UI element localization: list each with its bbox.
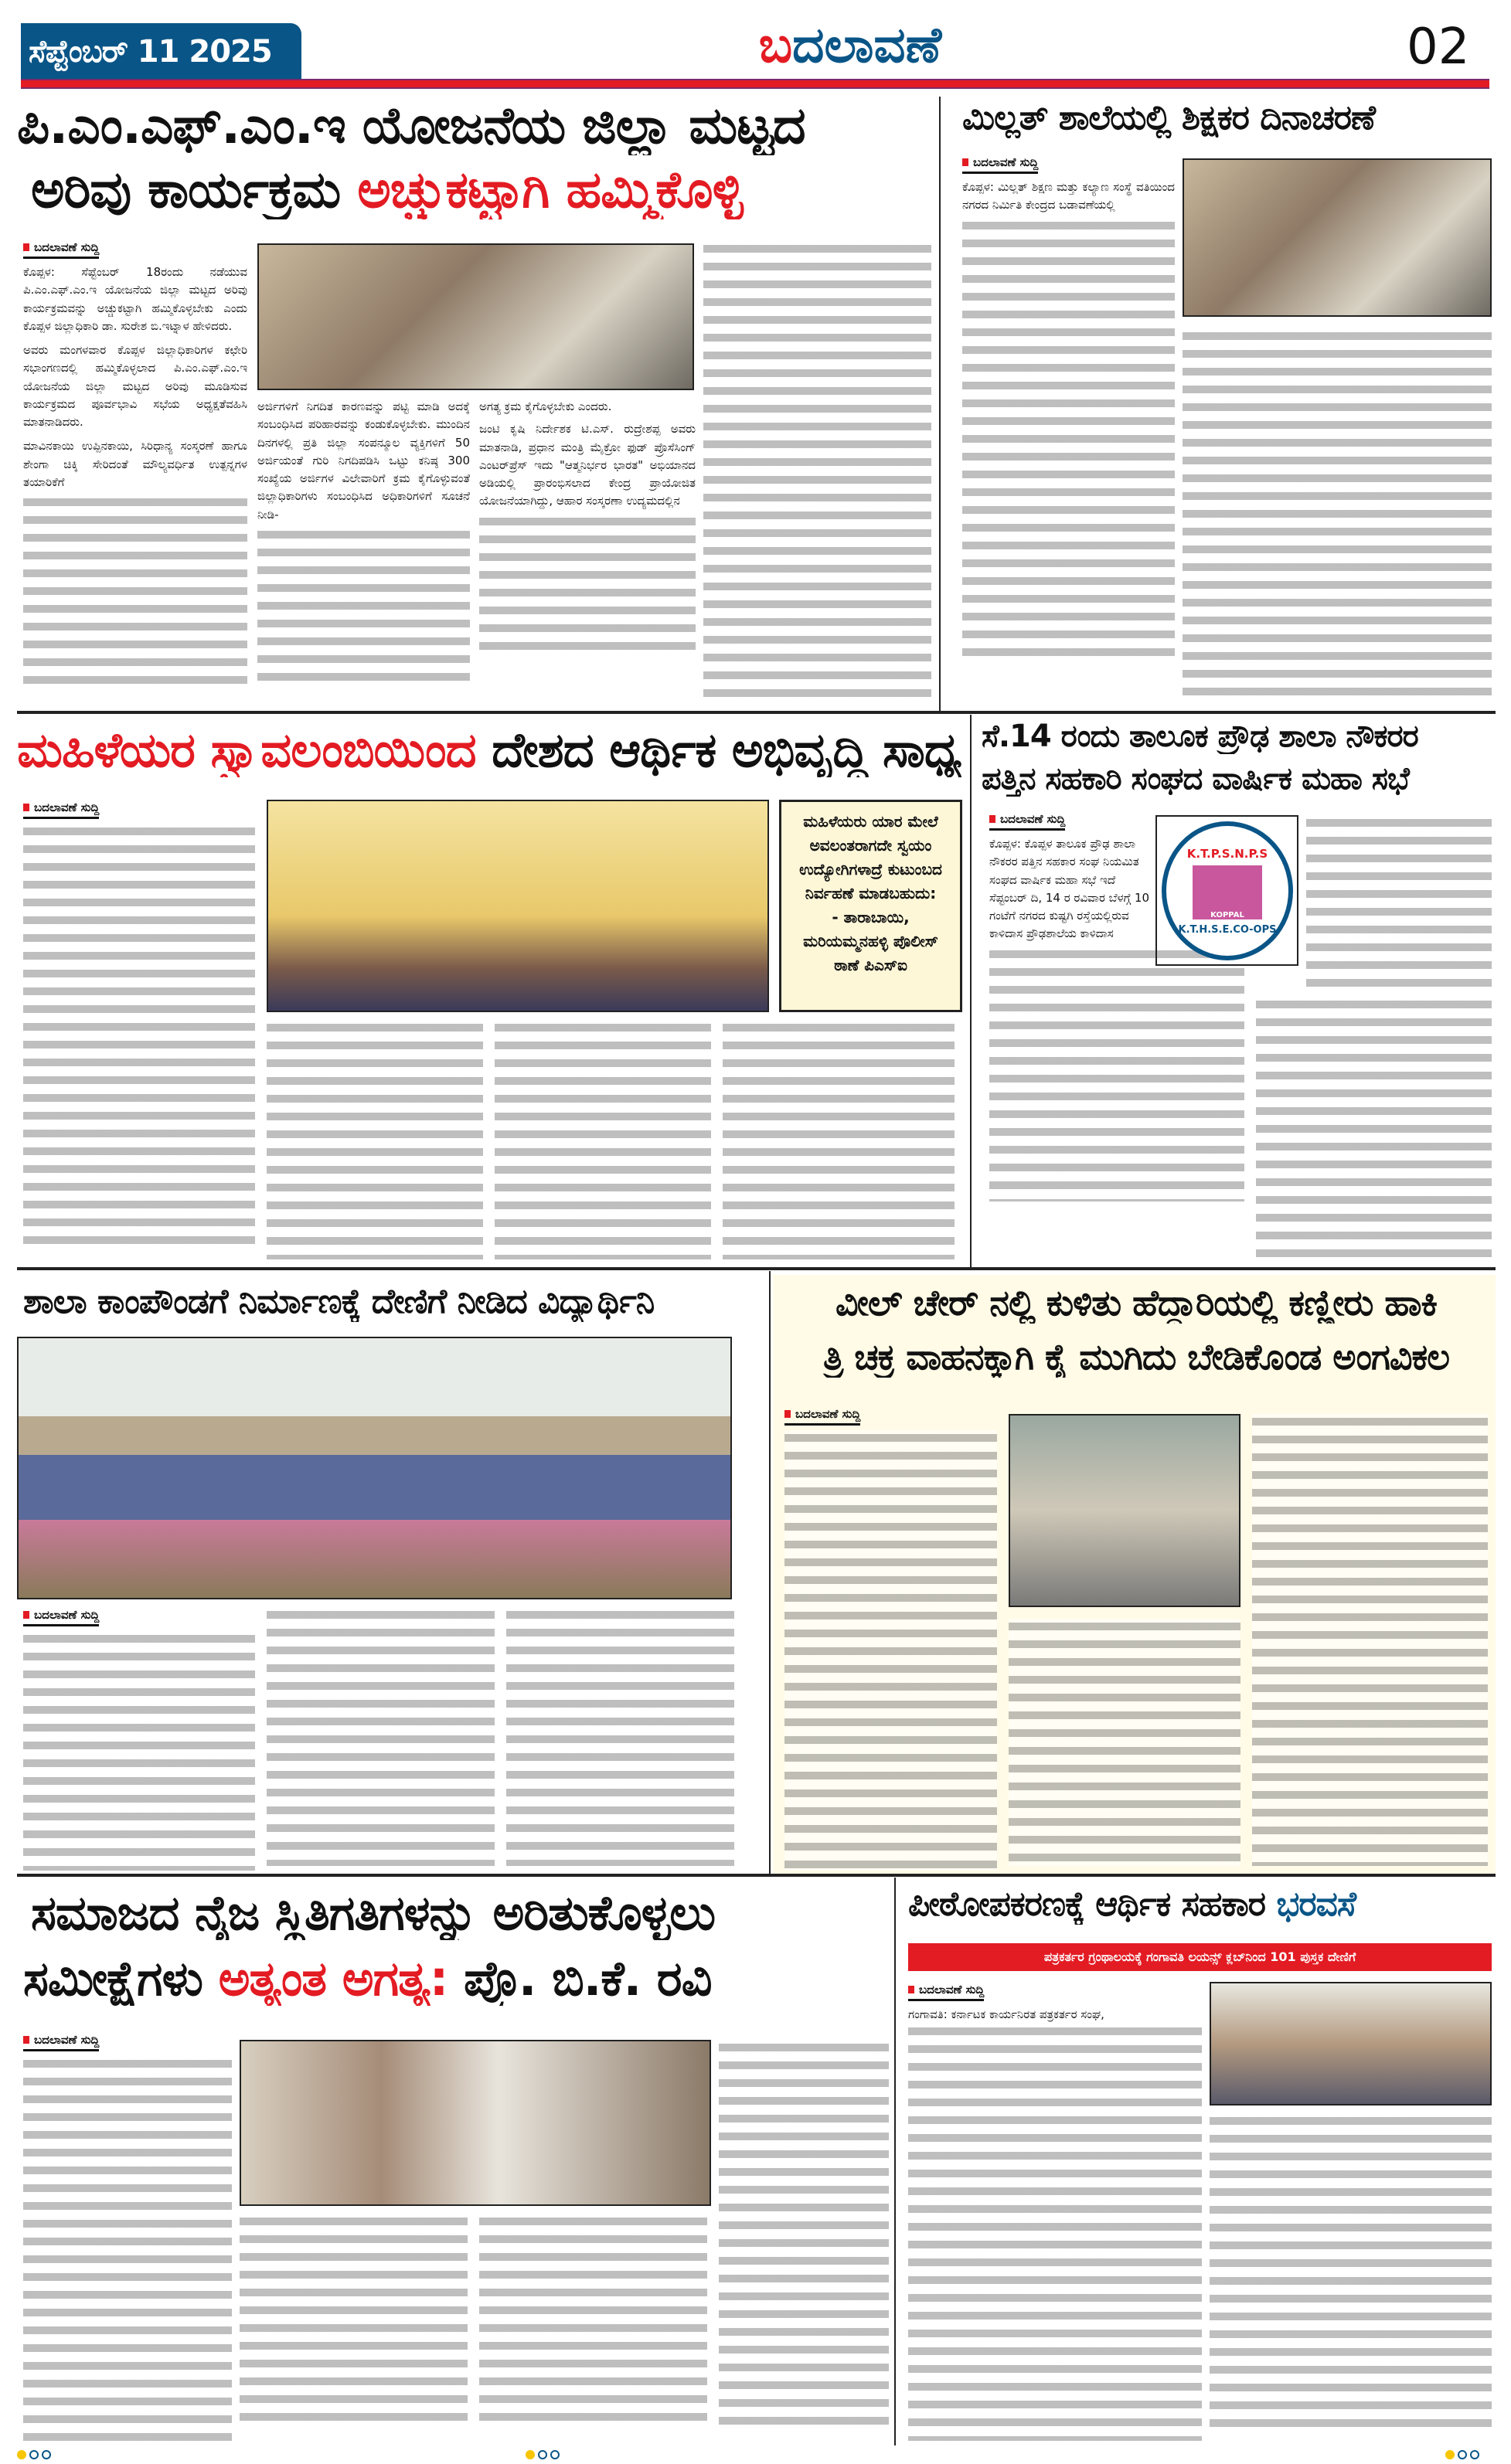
millat-photo [1183,158,1492,317]
library-headline: ಪೀಠೋಪಕರಣಕ್ಕೆ ಆರ್ಥಿಕ ಸಹಕಾರ ಭರವಸೆ [908,1885,1356,1924]
footer-dots-center [526,2448,563,2462]
school-photo [17,1337,732,1599]
row-divider [17,1267,1496,1270]
ktps-headline-2: ಪತ್ತಿನ ಸಹಕಾರಿ ಸಂಘದ ವಾರ್ಷಿಕ ಮಹಾ ಸಭೆ [982,761,1409,797]
text-block [23,494,247,688]
women-pull-quote: ಮಹಿಳೆಯರು ಯಾರ ಮೇಲೆ ಅವಲಂತರಾಗದೇ ಸ್ವಯಂ ಉದ್ಯೋಗಿಗಳಾದ್ರೆ ಕುಟುಂಬದ ನಿರ್ವಹಣೆ ಮಾಡಬಹುದು: - ತಾರಾಬಾಯಿ, ಮರಿಯಮ್ಮನಹಳ್ಳಿ ಪೊಲೀಸ್ ಠಾಣೆ ಪಿಎಸ್ಐ [779,800,962,1012]
text-block [23,1631,255,1871]
pmfme-headline-2: ಅರಿವು ಕಾರ್ಯಕ್ರಮ ಅಚ್ಚುಕಟ್ಟಾಗಿ ಹಮ್ಮಿಕೊಳ್ಳಿ [31,161,743,219]
text-block [962,218,1175,666]
text-block [784,1430,997,1871]
millat-headline: ಮಿಲ್ಲತ್ ಶಾಲೆಯಲ್ಲಿ ಶಿಕ್ಷಕರ ದಿನಾಚರಣೆ [962,99,1376,138]
text-block [479,514,696,653]
pmfme-col-1: ಬದಲಾವಣೆ ಸುದ್ದಿ ಕೊಪ್ಪಳ: ಸೆಪ್ಟೆಂಬರ್ 18ರಂದು ನಡೆಯುವ ಪಿ.ಎಂ.ಎಫ್.ಎಂ.ಇ ಯೋಜನೆಯ ಜಿಲ್ಲಾ ಮಟ್ಟದ ಅರಿವು ಕಾರ್ಯಕ್ರಮವನ್ನು ಅಚ್ಚುಕಟ್ಟಾಗಿ ಹಮ್ಮಿಕೊಳ್ಳಬೇಕು ಎಂದು ಕೊಪ್ಪಳ ಜಿಲ್ಲಾಧಿಕಾರಿ ಡಾ. ಸುರೇಶ ಬಿ.ಇಟ್ನಾಳ ಹೇಳಿದರು. ಅವರು ಮಂಗಳವಾರ ಕೊಪ್ಪಳ ಜಿಲ್ಲಾಧಿಕಾರಿಗಳ ಕಛೇರಿ ಸಭಾಂಗಣದಲ್ಲಿ ಹಮ್ಮಿಕೊಳ್ಳಲಾದ ಪಿ.ಎಂ.ಎಫ್.ಎಂ.ಇ ಯೋಜನೆಯ ಜಿಲ್ಲಾ ಮಟ್ಟದ ಅರಿವು ಮೂಡಿಸುವ ಕಾರ್ಯಕ್ರಮದ ಪೂರ್ವಭಾವಿ ಸಭೆಯ ಅಧ್ಯಕ್ಷತೆವಹಿಸಿ ಮಾತನಾಡಿದರು. ಮಾವಿನಕಾಯಿ ಉಪ್ಪಿನಕಾಯಿ, ಸಿರಿಧಾನ್ಯ ಸಂಸ್ಕರಣೆ ಹಾಗೂ ಶೇಂಗಾ ಚಿಕ್ಕಿ ಸೇರಿದಂತೆ ಮೌಲ್ಯವರ್ಧಿತ ಉತ್ಪನ್ನಗಳ ತಯಾರಿಕೆಗೆ [23,240,247,688]
row-divider [17,1874,1496,1877]
pmfme-col-2: ಅರ್ಜಿಗಳಿಗೆ ನಿಗದಿತ ಕಾರಣವನ್ನು ಪಟ್ಟಿ ಮಾಡಿ ಅದಕ್ಕೆ ಸಂಬಂಧಿಸಿದ ಪರಿಹಾರವನ್ನು ಕಂಡುಕೊಳ್ಳಬೇಕು. ಮುಂದಿನ ದಿನಗಳಲ್ಲಿ ಪ್ರತಿ ಜಿಲ್ಲಾ ಸಂಪನ್ಮೂಲ ವ್ಯಕ್ತಿಗಳಿಗೆ 50 ಅರ್ಜಿಯಂತೆ ಗುರಿ ನಿಗದಿಪಡಿಸಿ ಒಟ್ಟು ಕನಿಷ್ಠ 300 ಸಂಖ್ಯೆಯ ಅರ್ಜಿಗಳ ವಿಲೇವಾರಿಗೆ ಕ್ರಮ ಕೈಗೊಳ್ಳುವಂತೆ ಜಿಲ್ಲಾಧಿಕಾರಿಗಳು ಸಂಬಂಧಿಸಿದ ಅಧಿಕಾರಿಗಳಿಗೆ ಸೂಚನೆ ನೀಡಿ- [257,398,470,681]
women-photo [267,800,769,1012]
pmfme-col-4 [703,241,931,697]
samaja-col-3 [479,2214,707,2430]
pmfme-col-3: ಅಗತ್ಯ ಕ್ರಮ ಕೈಗೊಳ್ಳಬೇಕು ಎಂದರು. ಜಂಟಿ ಕೃಷಿ ನಿರ್ದೇಶಕ ಟಿ.ಎಸ್. ರುದ್ರೇಶಪ್ಪ ಅವರು ಮಾತನಾಡಿ, ಪ್ರಧಾನ ಮಂತ್ರಿ ಮೈಕ್ರೋ ಫುಡ್ ಪ್ರೊಸೆಸಿಂಗ್ ಎಂಟರ್‌ಪ್ರೆಸ್ ಇದು "ಆತ್ಮನಿರ್ಭರ ಭಾರತ" ಅಭಿಯಾನದ ಅಡಿಯಲ್ಲಿ ಪ್ರಾರಂಭಿಸಲಾದ ಕೇಂದ್ರ ಪ್ರಾಯೋಜಿತ ಯೋಜನೆಯಾಗಿದ್ದು, ಆಹಾರ ಸಂಸ್ಕರಣಾ ಉದ್ಯಮದಲ್ಲಿನ [479,398,696,653]
pmfme-photo [257,243,694,390]
ktps-logo: K.T.P.S.N.P.S KOPPAL K.T.H.S.E.CO-OPS [1155,815,1298,966]
library-col-2 [1210,2113,1492,2430]
wheelchair-col-1: ಬದಲಾವಣೆ ಸುದ್ದಿ [784,1406,997,1871]
text-block [257,527,470,681]
women-col-2 [267,1020,483,1259]
footer-dots-left [17,2448,54,2462]
ktps-col-3 [1256,997,1492,1259]
samaja-col-1: ಬದಲಾವಣೆ ಸುದ್ದಿ [23,2032,232,2442]
column-divider [939,97,941,711]
women-col-4 [723,1020,955,1259]
school-col-1: ಬದಲಾವಣೆ ಸುದ್ದಿ [23,1607,255,1871]
text-block [23,2056,232,2442]
masthead-divider [21,79,1489,89]
pmfme-headline-1: ಪಿ.ಎಂ.ಎಫ್.ಎಂ.ಇ ಯೋಜನೆಯ ಜಿಲ್ಲಾ ಮಟ್ಟದ [17,97,805,155]
text-block [989,947,1244,1201]
wheelchair-headline-1: ವೀಲ್ ಚೇರ್ ನಲ್ಲಿ ಕುಳಿತು ಹೆದ್ದಾರಿಯಲ್ಲಿ ಕಣ್ಣೀರು ಹಾಕಿ [835,1283,1438,1324]
text-block [23,824,255,1252]
samaja-col-4 [719,2040,889,2430]
women-col-1: ಬದಲಾವಣೆ ಸುದ್ದಿ [23,800,255,1252]
school-col-3 [506,1607,734,1866]
wheelchair-photo [1009,1414,1240,1607]
ktps-col-1: ಬದಲಾವಣೆ ಸುದ್ದಿ ಕೊಪ್ಪಳ: ಕೊಪ್ಪಳ ತಾಲೂಕ ಪ್ರೌಢ ಶಾಲಾ ನೌಕರರ ಪತ್ತಿನ ಸಹಕಾರ ಸಂಘ ನಿಯಮಿತ ಸಂಘದ ವಾರ್ಷಿಕ ಮಹಾ ಸಭೆ ಇದೆ ಸೆಪ್ಟಂಬರ್ ದಿ, 14 ರ ರವಿವಾರ ಬೆಳಗ್ಗೆ 10 ಗಂಟೆಗೆ ನಗರದ ಕುಷ್ಟಗಿ ರಸ್ತೆಯಲ್ಲಿರುವ ಕಾಳಿದಾಸ ಪ್ರೌಢಶಾಲೆಯ ಕಾಳಿದಾಸ [989,811,1152,1201]
column-divider [769,1271,771,1874]
samaja-col-2 [240,2214,468,2430]
millat-col-2 [1183,328,1492,699]
issue-date: ಸೆಪ್ಟೆಂಬರ್ 11 2025 [21,23,301,80]
newspaper-logo: ಬದಲಾವಣೆ [758,17,942,74]
samaja-headline-2: ಸಮೀಕ್ಷೆಗಳು ಅತ್ಯಂತ ಅಗತ್ಯ: ಪ್ರೊ. ಬಿ.ಕೆ. ರವಿ [23,1951,712,2007]
school-headline: ಶಾಲಾ ಕಾಂಪೌಂಡಗೆ ನಿರ್ಮಾಣಕ್ಕೆ ದೇಣಿಗೆ ನೀಡಿದ ವಿದ್ಯಾರ್ಥಿನಿ [23,1283,655,1321]
row-divider [17,711,1496,714]
page-number: 02 [1407,19,1470,76]
column-divider [970,715,972,1267]
ktps-headline-1: ಸೆ.14 ರಂದು ತಾಲೂಕ ಪ್ರೌಢ ಶಾಲಾ ನೌಕರರ [982,719,1418,754]
column-divider [894,1878,896,2445]
samaja-photo [240,2040,711,2206]
library-photo [1210,1982,1492,2105]
wheelchair-headline-2: ತ್ರಿ ಚಕ್ರ ವಾಹನಕ್ಕಾಗಿ ಕೈ ಮುಗಿದು ಬೇಡಿಕೊಂಡ ಅಂಗವಿಕಲ [822,1337,1450,1378]
samaja-headline-1: ಸಮಾಜದ ನೈಜ ಸ್ಥಿತಿಗತಿಗಳನ್ನು ಅರಿತುಕೊಳ್ಳಲು [31,1885,716,1941]
school-col-2 [267,1607,495,1866]
ktps-col-2 [1306,815,1492,993]
women-col-3 [495,1020,711,1259]
millat-col-1: ಬದಲಾವಣೆ ಸುದ್ದಿ ಕೊಪ್ಪಳ: ಮಿಲ್ಲತ್ ಶಿಕ್ಷಣ ಮತ್ತು ಕಲ್ಯಾಣ ಸಂಸ್ಥೆ ವತಿಯಿಂದ ನಗರದ ನಿರ್ಮಿತಿ ಕೇಂದ್ರದ ಬಡಾವಣೆಯಲ್ಲಿ [962,155,1175,666]
library-col-1: ಬದಲಾವಣೆ ಸುದ್ದಿ ಗಂಗಾವತಿ: ಕರ್ನಾಟಕ ಕಾರ್ಯನಿರತ ಪತ್ರಕರ್ತರ ಸಂಘ, [908,1982,1202,2441]
text-block [908,2024,1202,2441]
wheelchair-col-2 [1009,1619,1240,1866]
library-banner: ಪತ್ರಕರ್ತರ ಗ್ರಂಥಾಲಯಕ್ಕೆ ಗಂಗಾವತಿ ಲಯನ್ಸ್ ಕ್ಲಬ್‌ನಿಂದ 101 ಪುಸ್ತಕ ದೇಣಿಗೆ [908,1943,1492,1971]
footer-dots-right [1445,2448,1482,2462]
wheelchair-col-3 [1252,1414,1488,1866]
women-headline: ಮಹಿಳೆಯರ ಸ್ವಾವಲಂಬಿಯಿಂದ ದೇಶದ ಆರ್ಥಿಕ ಅಭಿವೃದ್ಧಿ ಸಾಧ್ಯ [17,722,961,778]
